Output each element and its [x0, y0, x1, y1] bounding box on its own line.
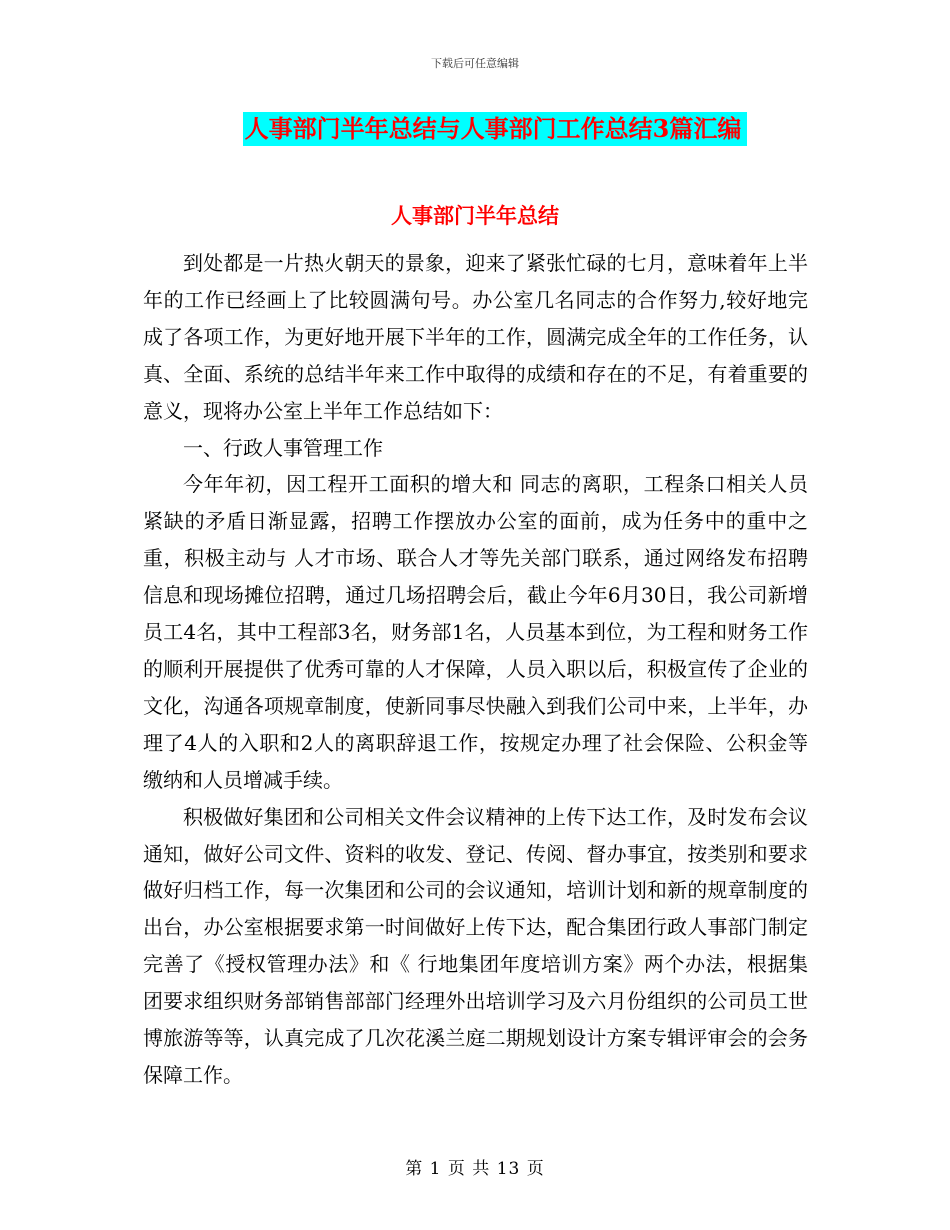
document-title: 人事部门半年总结与人事部门工作总结3篇汇编 [243, 112, 748, 146]
page-number: 第 1 页 共 13 页 [405, 1159, 545, 1179]
paragraph-recruitment: 今年年初，因工程开工面积的增大和 同志的离职，工程条口相关人员紧缺的矛盾日渐显露，招聘工作摆放办公室的面前，成为任务中的重中之重，积极主动与 人才市场、联合人才等先关部门联系，通过网络发布招聘信息和现场摊位招聘，通过几场招聘会后，截止今年6月30日，我公司新增员工4名，其中工程部3名，财务部1名，人员基本到位，为工程和财务工作的顺利开展提供了优秀可靠的人才保障，人员入职以后，积极宣传了企业的文化，沟通各项规章制度，使新同事尽快融入到我们公司中来，上半年，办理了4人的入职和2人的离职辞退工作，按规定办理了社会保险、公积金等缴纳和人员增减手续。 [143, 472, 808, 792]
section-title: 人事部门半年总结 [391, 203, 559, 228]
download-note: 下载后可任意编辑 [431, 57, 519, 70]
paragraph-heading-admin: 一、行政人事管理工作 [183, 435, 383, 460]
paragraph-documents: 积极做好集团和公司相关文件会议精神的上传下达工作，及时发布会议通知，做好公司文件、资料的收发、登记、传阅、督办事宜，按类别和要求做好归档工作，每一次集团和公司的会议通知，培训计划和新的规章制度的出台，办公室根据要求第一时间做好上传下达，配合集团行政人事部门制定完善了《授权管理办法》和《 行地集团年度培训方案》两个办法，根据集团要求组织财务部销售部部门经理外出培训学习及六月份组织的公司员工世博旅游等等，认真完成了几次花溪兰庭二期规划设计方案专辑评审会的会务保障工作。 [143, 804, 808, 1087]
document-body [143, 245, 808, 1094]
paragraph-intro: 到处都是一片热火朝天的景象，迎来了紧张忙碌的七月，意味着年上半年的工作已经画上了比较圆满句号。办公室几名同志的合作努力,较好地完成了各项工作，为更好地开展下半年的工作，圆满完成全年的工作任务，认真、全面、系统的总结半年来工作中取得的成绩和存在的不足，有着重要的意义，现将办公室上半年工作总结如下： [143, 251, 808, 423]
document-title-container [0, 112, 950, 146]
